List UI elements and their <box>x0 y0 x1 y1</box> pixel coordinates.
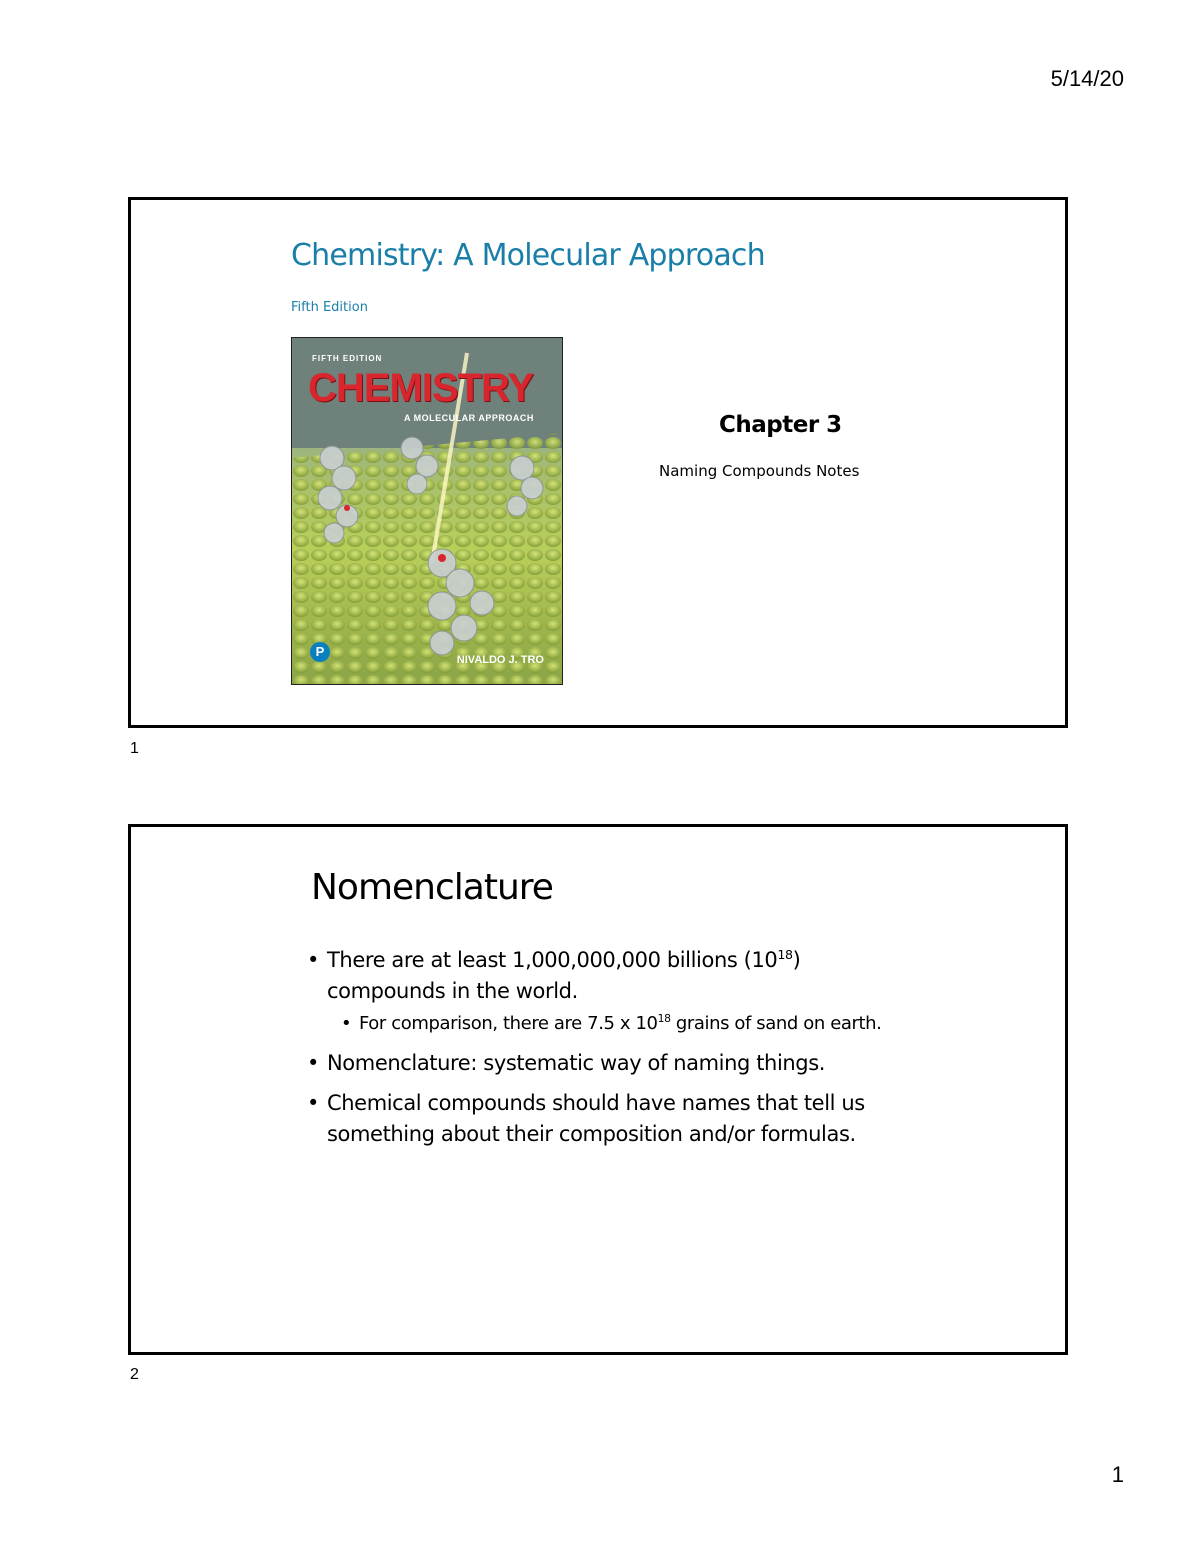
bullet-icon: • <box>307 948 319 972</box>
slide-number: 1 <box>130 740 139 757</box>
cover-edition: FIFTH EDITION <box>312 354 383 363</box>
bullet-icon: • <box>307 1091 319 1115</box>
slide-2 <box>128 824 1068 1355</box>
slide-title: Chemistry: A Molecular Approach <box>291 238 765 273</box>
chapter-subtitle: Naming Compounds Notes <box>659 462 860 480</box>
bullet-item: • Nomenclature: systematic way of naming things. <box>307 1048 907 1079</box>
sub-bullet-item: • For comparison, there are 7.5 x $10^{18}$ grains of sand on earth. <box>341 1012 882 1034</box>
bullet-list <box>307 945 907 1159</box>
slide-subtitle: Fifth Edition <box>291 300 368 315</box>
page-number: 1 <box>1111 1462 1124 1487</box>
slide-1 <box>128 197 1068 728</box>
publisher-logo-icon: P <box>310 642 330 662</box>
slide-number: 2 <box>130 1366 139 1383</box>
cover-subtitle: A MOLECULAR APPROACH <box>404 413 534 423</box>
chapter-title: Chapter 3 <box>719 412 842 438</box>
cover-author: NIVALDO J. TRO <box>456 654 544 666</box>
page-date: 5/14/20 <box>1050 66 1124 91</box>
slide-title: Nomenclature <box>311 867 553 908</box>
cover-title: CHEMISTRY <box>308 366 534 410</box>
bullet-icon: • <box>307 1051 319 1075</box>
book-cover-image <box>291 337 563 685</box>
bullet-item: • There are at least 1,000,000,000 billions $(10^{18})$ compounds in the world. <box>307 947 801 1003</box>
bullet-item: • Chemical compounds should have names that tell us something about their composition and/or formulas. <box>307 1088 907 1150</box>
bullet-icon: • <box>341 1013 352 1034</box>
